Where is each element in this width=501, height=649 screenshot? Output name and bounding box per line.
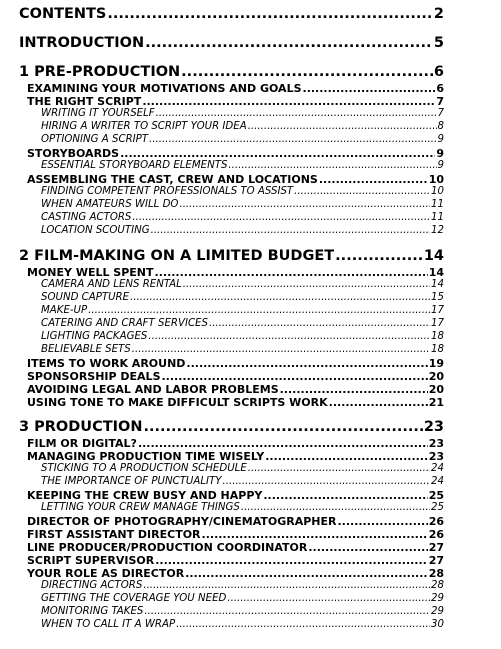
toc-section-entry[interactable] <box>27 528 444 542</box>
toc-entry-title: 3 PRODUCTION <box>19 419 143 435</box>
toc-leader-dots <box>280 383 428 396</box>
toc-section-entry[interactable] <box>27 357 444 371</box>
toc-leader-dots <box>222 476 430 487</box>
toc-section-entry[interactable] <box>27 450 444 464</box>
toc-entry-page-number: 28 <box>428 567 444 580</box>
toc-entry-page-number: 9 <box>437 134 444 145</box>
toc-section-entry[interactable] <box>27 82 444 96</box>
toc-entry-page-number: 26 <box>428 515 444 528</box>
toc-entry-page-number: 5 <box>433 35 444 51</box>
toc-leader-dots <box>132 344 430 355</box>
toc-entry-title: CAMERA AND LENS RENTAL <box>41 279 182 290</box>
toc-entry-page-number: 6 <box>436 82 444 95</box>
toc-entry-page-number: 9 <box>436 147 444 160</box>
toc-subsection-entry[interactable] <box>41 199 444 212</box>
toc-entry-title: THE IMPORTANCE OF PUNCTUALITY <box>41 476 222 487</box>
toc-subsection-entry[interactable] <box>41 160 444 173</box>
toc-section-entry[interactable] <box>27 437 444 451</box>
toc-entry-page-number: 25 <box>431 502 444 513</box>
toc-leader-dots <box>148 331 430 342</box>
toc-leader-dots <box>155 266 428 279</box>
toc-leader-dots <box>303 82 436 95</box>
toc-section-entry[interactable] <box>27 370 444 384</box>
toc-leader-dots <box>294 186 430 197</box>
toc-chapter-entry[interactable] <box>19 35 444 55</box>
toc-leader-dots <box>156 108 437 119</box>
toc-chapter-entry[interactable] <box>19 64 444 84</box>
toc-entry-page-number: 23 <box>428 437 444 450</box>
toc-subsection-entry[interactable] <box>41 606 444 619</box>
toc-entry-title: MAKE-UP <box>41 305 88 316</box>
toc-leader-dots <box>209 318 430 329</box>
toc-subsection-entry[interactable] <box>41 186 444 199</box>
toc-section-entry[interactable] <box>27 396 444 410</box>
toc-entry-page-number: 27 <box>428 554 444 567</box>
toc-entry-page-number: 10 <box>431 186 444 197</box>
toc-subsection-entry[interactable] <box>41 134 444 147</box>
toc-entry-title: BELIEVABLE SETS <box>41 344 131 355</box>
toc-leader-dots <box>248 121 437 132</box>
toc-leader-dots <box>155 554 427 567</box>
toc-entry-title: USING TONE TO MAKE DIFFICULT SCRIPTS WORK <box>27 396 328 409</box>
toc-entry-page-number: 17 <box>431 318 444 329</box>
toc-leader-dots <box>308 541 427 554</box>
toc-leader-dots <box>248 463 430 474</box>
toc-entry-page-number: 30 <box>431 619 444 630</box>
toc-leader-dots <box>241 502 430 513</box>
toc-entry-title: SCRIPT SUPERVISOR <box>27 554 155 567</box>
toc-subsection-entry[interactable] <box>41 580 444 593</box>
toc-leader-dots <box>263 489 427 502</box>
toc-entry-page-number: 2 <box>433 6 444 22</box>
toc-entry-page-number: 7 <box>437 108 444 119</box>
toc-subsection-entry[interactable] <box>41 108 444 121</box>
toc-leader-dots <box>130 292 430 303</box>
toc-entry-title: YOUR ROLE AS DIRECTOR <box>27 567 185 580</box>
toc-subsection-entry[interactable] <box>41 619 444 632</box>
toc-entry-title: LOCATION SCOUTING <box>41 225 150 236</box>
toc-entry-page-number: 15 <box>431 292 444 303</box>
toc-entry-title: LINE PRODUCER/PRODUCTION COORDINATOR <box>27 541 308 554</box>
toc-entry-page-number: 14 <box>431 279 444 290</box>
toc-entry-page-number: 29 <box>431 606 444 617</box>
toc-section-entry[interactable] <box>27 173 444 187</box>
toc-entry-page-number: 8 <box>437 121 444 132</box>
toc-entry-page-number: 18 <box>431 331 444 342</box>
toc-entry-title: FILM OR DIGITAL? <box>27 437 137 450</box>
toc-entry-title: ASSEMBLING THE CAST, CREW AND LOCATIONS <box>27 173 318 186</box>
toc-leader-dots <box>265 450 428 463</box>
toc-leader-dots <box>149 134 436 145</box>
toc-chapter-entry[interactable] <box>19 6 444 26</box>
toc-entry-title: KEEPING THE CREW BUSY AND HAPPY <box>27 489 263 502</box>
toc-leader-dots <box>143 580 430 591</box>
toc-leader-dots <box>179 199 430 210</box>
toc-entry-title: HIRING A WRITER TO SCRIPT YOUR IDEA <box>41 121 247 132</box>
toc-leader-dots <box>202 528 428 541</box>
toc-subsection-entry[interactable] <box>41 318 444 331</box>
toc-section-entry[interactable] <box>27 489 444 503</box>
toc-entry-title: CASTING ACTORS <box>41 212 132 223</box>
toc-subsection-entry[interactable] <box>41 292 444 305</box>
toc-entry-title: WHEN TO CALL IT A WRAP <box>41 619 176 630</box>
toc-entry-page-number: 20 <box>428 383 444 396</box>
toc-entry-title: SOUND CAPTURE <box>41 292 130 303</box>
toc-subsection-entry[interactable] <box>41 476 444 489</box>
toc-subsection-entry[interactable] <box>41 463 444 476</box>
toc-entry-page-number: 19 <box>428 357 444 370</box>
toc-entry-page-number: 14 <box>423 248 444 264</box>
toc-subsection-entry[interactable] <box>41 344 444 357</box>
toc-section-entry[interactable] <box>27 554 444 568</box>
toc-entry-page-number: 25 <box>428 489 444 502</box>
toc-entry-title: INTRODUCTION <box>19 35 145 51</box>
toc-subsection-entry[interactable] <box>41 331 444 344</box>
toc-leader-dots <box>138 437 428 450</box>
toc-section-entry[interactable] <box>27 541 444 555</box>
toc-entry-title: OPTIONING A SCRIPT <box>41 134 149 145</box>
toc-section-entry[interactable] <box>27 383 444 397</box>
toc-entry-title: MONITORING TAKES <box>41 606 144 617</box>
toc-entry-page-number: 12 <box>431 225 444 236</box>
toc-entry-title: 2 FILM-MAKING ON A LIMITED BUDGET <box>19 248 335 264</box>
toc-entry-title: STICKING TO A PRODUCTION SCHEDULE <box>41 463 247 474</box>
toc-entry-title: MONEY WELL SPENT <box>27 266 154 279</box>
toc-entry-title: ITEMS TO WORK AROUND <box>27 357 186 370</box>
toc-entry-title: STORYBOARDS <box>27 147 120 160</box>
toc-subsection-entry[interactable] <box>41 279 444 292</box>
toc-entry-title: FIRST ASSISTANT DIRECTOR <box>27 528 201 541</box>
toc-entry-page-number: 14 <box>428 266 444 279</box>
toc-leader-dots <box>176 619 430 630</box>
toc-entry-page-number: 23 <box>428 450 444 463</box>
toc-entry-page-number: 23 <box>423 419 444 435</box>
toc-entry-page-number: 11 <box>431 199 444 210</box>
toc-leader-dots <box>162 370 428 383</box>
toc-entry-page-number: 26 <box>428 528 444 541</box>
toc-leader-dots <box>132 212 430 223</box>
toc-entry-title: WHEN AMATEURS WILL DO <box>41 199 179 210</box>
toc-entry-page-number: 24 <box>431 476 444 487</box>
toc-leader-dots <box>107 6 433 22</box>
toc-subsection-entry[interactable] <box>41 502 444 515</box>
toc-entry-title: ESSENTIAL STORYBOARD ELEMENTS <box>41 160 228 171</box>
toc-entry-page-number: 21 <box>428 396 444 409</box>
toc-leader-dots <box>142 95 435 108</box>
toc-entry-title: DIRECTING ACTORS <box>41 580 143 591</box>
toc-section-entry[interactable] <box>27 147 444 161</box>
toc-section-entry[interactable] <box>27 515 444 529</box>
toc-leader-dots <box>185 567 427 580</box>
toc-entry-title: 1 PRE-PRODUCTION <box>19 64 181 80</box>
toc-entry-title: SPONSORSHIP DEALS <box>27 370 161 383</box>
toc-entry-title: DIRECTOR OF PHOTOGRAPHY/CINEMATOGRAPHER <box>27 515 337 528</box>
toc-leader-dots <box>144 606 430 617</box>
toc-entry-title: MANAGING PRODUCTION TIME WISELY <box>27 450 265 463</box>
toc-entry-page-number: 20 <box>428 370 444 383</box>
toc-entry-page-number: 27 <box>428 541 444 554</box>
toc-entry-title: AVOIDING LEGAL AND LABOR PROBLEMS <box>27 383 279 396</box>
toc-leader-dots <box>151 225 430 236</box>
toc-subsection-entry[interactable] <box>41 225 444 238</box>
toc-chapter-entry[interactable] <box>19 248 444 268</box>
toc-entry-page-number: 18 <box>431 344 444 355</box>
toc-subsection-entry[interactable] <box>41 593 444 606</box>
toc-subsection-entry[interactable] <box>41 212 444 225</box>
toc-entry-title: GETTING THE COVERAGE YOU NEED <box>41 593 227 604</box>
toc-entry-title: CATERING AND CRAFT SERVICES <box>41 318 208 329</box>
toc-entry-title: EXAMINING YOUR MOTIVATIONS AND GOALS <box>27 82 302 95</box>
toc-entry-page-number: 10 <box>428 173 444 186</box>
toc-entry-page-number: 7 <box>436 95 444 108</box>
toc-leader-dots <box>181 64 433 80</box>
toc-entry-title: CONTENTS <box>19 6 107 22</box>
toc-leader-dots <box>120 147 435 160</box>
toc-entry-title: WRITING IT YOURSELF <box>41 108 155 119</box>
toc-entry-title: LETTING YOUR CREW MANAGE THINGS <box>41 502 240 513</box>
toc-entry-title: FINDING COMPETENT PROFESSIONALS TO ASSIST <box>41 186 294 197</box>
toc-chapter-entry[interactable] <box>19 419 444 439</box>
toc-leader-dots <box>335 248 423 264</box>
toc-entry-page-number: 17 <box>431 305 444 316</box>
toc-leader-dots <box>319 173 428 186</box>
toc-subsection-entry[interactable] <box>41 121 444 134</box>
toc-entry-title: THE RIGHT SCRIPT <box>27 95 142 108</box>
toc-section-entry[interactable] <box>27 266 444 280</box>
toc-leader-dots <box>329 396 428 409</box>
toc-leader-dots <box>88 305 430 316</box>
toc-entry-page-number: 29 <box>431 593 444 604</box>
toc-entry-page-number: 9 <box>437 160 444 171</box>
toc-entry-page-number: 6 <box>433 64 444 80</box>
toc-entry-title: LIGHTING PACKAGES <box>41 331 148 342</box>
toc-section-entry[interactable] <box>27 567 444 581</box>
toc-leader-dots <box>145 35 433 51</box>
toc-entry-page-number: 24 <box>431 463 444 474</box>
toc-subsection-entry[interactable] <box>41 305 444 318</box>
toc-leader-dots <box>337 515 427 528</box>
toc-leader-dots <box>143 419 422 435</box>
toc-leader-dots <box>186 357 427 370</box>
toc-leader-dots <box>228 160 436 171</box>
toc-leader-dots <box>227 593 430 604</box>
toc-entry-page-number: 28 <box>431 580 444 591</box>
toc-entry-page-number: 11 <box>431 212 444 223</box>
toc-leader-dots <box>183 279 430 290</box>
toc-section-entry[interactable] <box>27 95 444 109</box>
